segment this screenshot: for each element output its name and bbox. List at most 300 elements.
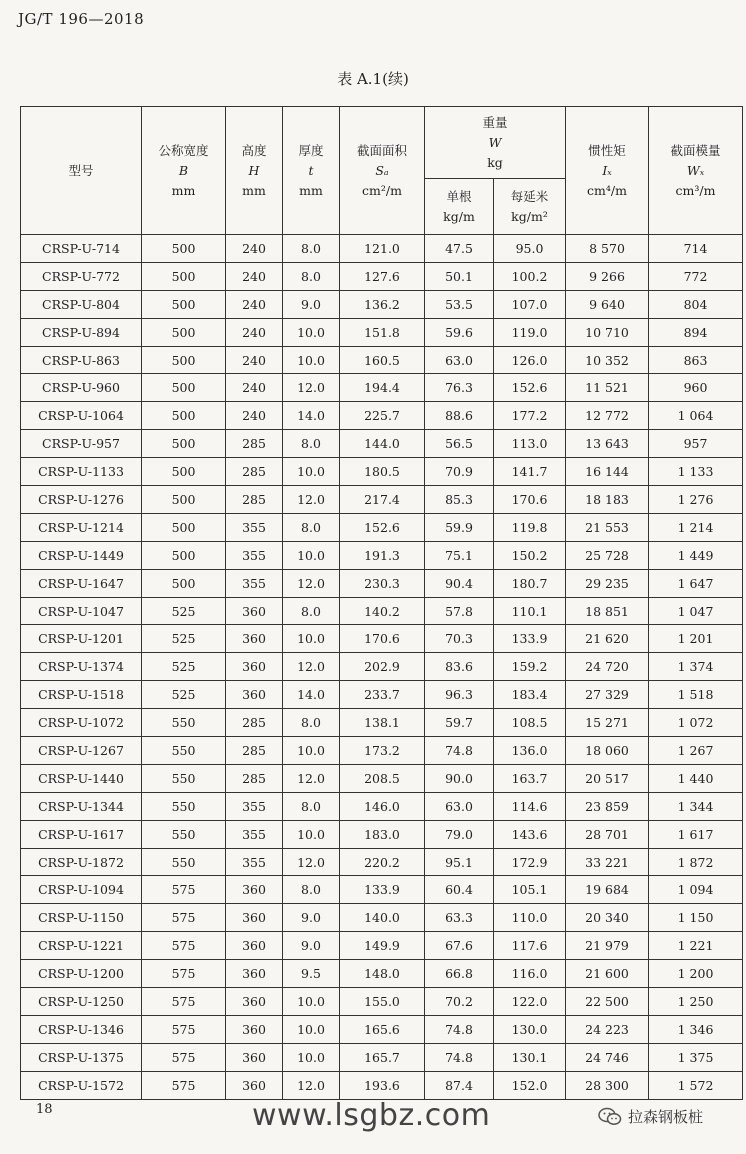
cell-weight-per-meter: 95.0 (494, 235, 566, 263)
cell-inertia: 13 643 (566, 430, 649, 458)
cell-width: 500 (142, 569, 226, 597)
col-header-width (142, 107, 226, 235)
cell-section-area: 146.0 (340, 792, 425, 820)
cell-height: 360 (226, 904, 283, 932)
cell-weight-per-meter: 180.7 (494, 569, 566, 597)
cell-thickness: 8.0 (283, 597, 340, 625)
cell-modulus: 960 (649, 374, 743, 402)
col-header-weight-per-meter-unit: kg/m² (511, 208, 548, 224)
cell-weight-per-pile: 50.1 (425, 262, 494, 290)
col-header-section-area-unit: cm²/m (362, 182, 402, 198)
watermark-brand-label: 拉森钢板桩 (628, 1108, 704, 1126)
cell-weight-per-pile: 59.7 (425, 709, 494, 737)
table-row (21, 374, 743, 402)
cell-modulus: 1 375 (649, 1043, 743, 1071)
cell-section-area: 136.2 (340, 290, 425, 318)
cell-width: 575 (142, 876, 226, 904)
cell-width: 575 (142, 932, 226, 960)
cell-model: CRSP-U-1276 (21, 486, 142, 514)
cell-weight-per-meter: 141.7 (494, 458, 566, 486)
cell-thickness: 9.0 (283, 904, 340, 932)
cell-weight-per-pile: 79.0 (425, 820, 494, 848)
cell-weight-per-pile: 57.8 (425, 597, 494, 625)
cell-inertia: 28 701 (566, 820, 649, 848)
cell-height: 360 (226, 1015, 283, 1043)
cell-inertia: 9 266 (566, 262, 649, 290)
cell-inertia: 21 620 (566, 625, 649, 653)
cell-model: CRSP-U-1647 (21, 569, 142, 597)
cell-inertia: 24 223 (566, 1015, 649, 1043)
cell-weight-per-meter: 170.6 (494, 486, 566, 514)
cell-height: 360 (226, 681, 283, 709)
col-header-weight-per-meter-name: 每延米 (510, 188, 549, 204)
cell-height: 360 (226, 625, 283, 653)
cell-model: CRSP-U-894 (21, 318, 142, 346)
cell-inertia: 25 728 (566, 541, 649, 569)
cell-width: 575 (142, 988, 226, 1016)
cell-height: 360 (226, 1043, 283, 1071)
cell-model: CRSP-U-1200 (21, 960, 142, 988)
cell-width: 525 (142, 597, 226, 625)
cell-section-area: 133.9 (340, 876, 425, 904)
cell-thickness: 12.0 (283, 486, 340, 514)
table-row (21, 932, 743, 960)
cell-weight-per-meter: 119.8 (494, 513, 566, 541)
spec-table (20, 106, 743, 1100)
table-row (21, 876, 743, 904)
cell-weight-per-pile: 90.0 (425, 764, 494, 792)
cell-model: CRSP-U-1374 (21, 653, 142, 681)
table-row (21, 737, 743, 765)
cell-thickness: 10.0 (283, 1015, 340, 1043)
table-row (21, 1015, 743, 1043)
cell-width: 550 (142, 737, 226, 765)
cell-modulus: 894 (649, 318, 743, 346)
cell-modulus: 1 276 (649, 486, 743, 514)
table-row (21, 848, 743, 876)
cell-weight-per-pile: 74.8 (425, 1043, 494, 1071)
cell-weight-per-meter: 130.0 (494, 1015, 566, 1043)
table-row (21, 569, 743, 597)
table-row (21, 1043, 743, 1071)
cell-modulus: 1 150 (649, 904, 743, 932)
cell-width: 575 (142, 1015, 226, 1043)
cell-thickness: 10.0 (283, 318, 340, 346)
cell-section-area: 160.5 (340, 346, 425, 374)
cell-model: CRSP-U-1250 (21, 988, 142, 1016)
cell-section-area: 173.2 (340, 737, 425, 765)
cell-weight-per-meter: 143.6 (494, 820, 566, 848)
cell-weight-per-pile: 67.6 (425, 932, 494, 960)
cell-modulus: 1 064 (649, 402, 743, 430)
cell-inertia: 10 710 (566, 318, 649, 346)
table-row (21, 346, 743, 374)
cell-thickness: 8.0 (283, 876, 340, 904)
cell-modulus: 1 617 (649, 820, 743, 848)
col-header-weight-per-pile-name: 单根 (446, 188, 472, 204)
cell-weight-per-pile: 88.6 (425, 402, 494, 430)
cell-model: CRSP-U-1072 (21, 709, 142, 737)
col-header-inertia-name: 惯性矩 (588, 142, 626, 158)
col-header-height-name: 高度 (241, 142, 267, 158)
cell-modulus: 1 346 (649, 1015, 743, 1043)
cell-weight-per-meter: 116.0 (494, 960, 566, 988)
cell-weight-per-meter: 117.6 (494, 932, 566, 960)
cell-inertia: 22 500 (566, 988, 649, 1016)
cell-width: 500 (142, 430, 226, 458)
cell-weight-per-pile: 90.4 (425, 569, 494, 597)
cell-width: 525 (142, 681, 226, 709)
col-header-thickness-symbol: t (308, 162, 314, 178)
cell-width: 500 (142, 541, 226, 569)
cell-modulus: 957 (649, 430, 743, 458)
cell-weight-per-pile: 95.1 (425, 848, 494, 876)
cell-width: 575 (142, 960, 226, 988)
cell-weight-per-pile: 76.3 (425, 374, 494, 402)
cell-weight-per-meter: 113.0 (494, 430, 566, 458)
cell-thickness: 10.0 (283, 458, 340, 486)
cell-inertia: 18 851 (566, 597, 649, 625)
cell-model: CRSP-U-1221 (21, 932, 142, 960)
cell-modulus: 1 072 (649, 709, 743, 737)
cell-model: CRSP-U-1572 (21, 1071, 142, 1099)
cell-section-area: 191.3 (340, 541, 425, 569)
cell-model: CRSP-U-1094 (21, 876, 142, 904)
cell-height: 360 (226, 988, 283, 1016)
cell-weight-per-pile: 53.5 (425, 290, 494, 318)
cell-model: CRSP-U-714 (21, 235, 142, 263)
cell-modulus: 1 201 (649, 625, 743, 653)
cell-model: CRSP-U-957 (21, 430, 142, 458)
cell-inertia: 33 221 (566, 848, 649, 876)
cell-thickness: 8.0 (283, 709, 340, 737)
cell-height: 285 (226, 486, 283, 514)
col-header-height-unit: mm (242, 182, 266, 198)
table-row (21, 764, 743, 792)
cell-modulus: 863 (649, 346, 743, 374)
cell-section-area: 183.0 (340, 820, 425, 848)
cell-width: 550 (142, 792, 226, 820)
cell-modulus: 1 344 (649, 792, 743, 820)
cell-height: 355 (226, 820, 283, 848)
cell-model: CRSP-U-1518 (21, 681, 142, 709)
cell-weight-per-pile: 75.1 (425, 541, 494, 569)
cell-thickness: 8.0 (283, 513, 340, 541)
cell-thickness: 9.5 (283, 960, 340, 988)
col-header-modulus-name: 截面模量 (670, 142, 721, 158)
cell-weight-per-meter: 133.9 (494, 625, 566, 653)
cell-height: 285 (226, 458, 283, 486)
col-header-modulus-symbol: Wₓ (686, 162, 705, 178)
cell-inertia: 18 183 (566, 486, 649, 514)
cell-thickness: 9.0 (283, 932, 340, 960)
cell-width: 550 (142, 709, 226, 737)
page-number: 18 (36, 1102, 53, 1117)
cell-modulus: 1 647 (649, 569, 743, 597)
cell-modulus: 1 440 (649, 764, 743, 792)
cell-height: 240 (226, 290, 283, 318)
cell-weight-per-pile: 59.9 (425, 513, 494, 541)
cell-model: CRSP-U-960 (21, 374, 142, 402)
col-header-section-area-symbol: Sₐ (375, 162, 389, 178)
watermark-url: www.lsgbz.com (252, 1098, 491, 1133)
cell-model: CRSP-U-1617 (21, 820, 142, 848)
cell-thickness: 9.0 (283, 290, 340, 318)
cell-height: 285 (226, 737, 283, 765)
cell-model: CRSP-U-1346 (21, 1015, 142, 1043)
col-header-inertia-unit: cm⁴/m (587, 182, 627, 198)
cell-inertia: 18 060 (566, 737, 649, 765)
cell-width: 500 (142, 235, 226, 263)
cell-weight-per-meter: 122.0 (494, 988, 566, 1016)
cell-section-area: 170.6 (340, 625, 425, 653)
cell-inertia: 20 340 (566, 904, 649, 932)
cell-height: 240 (226, 262, 283, 290)
cell-weight-per-pile: 63.0 (425, 792, 494, 820)
cell-weight-per-meter: 110.0 (494, 904, 566, 932)
cell-thickness: 12.0 (283, 374, 340, 402)
cell-modulus: 804 (649, 290, 743, 318)
cell-height: 285 (226, 430, 283, 458)
col-header-weight-per-pile (425, 179, 494, 235)
cell-model: CRSP-U-1872 (21, 848, 142, 876)
cell-modulus: 1 449 (649, 541, 743, 569)
col-header-weight-name: 重量 (482, 114, 508, 130)
cell-width: 550 (142, 820, 226, 848)
cell-section-area: 208.5 (340, 764, 425, 792)
cell-height: 240 (226, 235, 283, 263)
table-row (21, 430, 743, 458)
table-row (21, 458, 743, 486)
cell-weight-per-meter: 108.5 (494, 709, 566, 737)
cell-weight-per-pile: 74.8 (425, 1015, 494, 1043)
cell-section-area: 155.0 (340, 988, 425, 1016)
cell-model: CRSP-U-1150 (21, 904, 142, 932)
cell-weight-per-pile: 87.4 (425, 1071, 494, 1099)
cell-inertia: 9 640 (566, 290, 649, 318)
table-row (21, 625, 743, 653)
cell-height: 360 (226, 1071, 283, 1099)
cell-weight-per-pile: 70.9 (425, 458, 494, 486)
cell-thickness: 12.0 (283, 1071, 340, 1099)
cell-inertia: 8 570 (566, 235, 649, 263)
cell-weight-per-meter: 110.1 (494, 597, 566, 625)
cell-model: CRSP-U-804 (21, 290, 142, 318)
cell-weight-per-meter: 183.4 (494, 681, 566, 709)
cell-width: 500 (142, 374, 226, 402)
col-header-thickness (283, 107, 340, 235)
cell-weight-per-meter: 152.6 (494, 374, 566, 402)
cell-modulus: 1 872 (649, 848, 743, 876)
cell-weight-per-meter: 150.2 (494, 541, 566, 569)
cell-weight-per-meter: 177.2 (494, 402, 566, 430)
cell-section-area: 127.6 (340, 262, 425, 290)
cell-section-area: 194.4 (340, 374, 425, 402)
cell-modulus: 714 (649, 235, 743, 263)
cell-modulus: 1 518 (649, 681, 743, 709)
col-header-modulus (649, 107, 743, 235)
table-row (21, 960, 743, 988)
cell-section-area: 148.0 (340, 960, 425, 988)
cell-weight-per-meter: 100.2 (494, 262, 566, 290)
cell-thickness: 8.0 (283, 235, 340, 263)
table-row (21, 988, 743, 1016)
cell-height: 355 (226, 513, 283, 541)
cell-thickness: 10.0 (283, 346, 340, 374)
table-row (21, 792, 743, 820)
cell-width: 525 (142, 653, 226, 681)
cell-inertia: 29 235 (566, 569, 649, 597)
col-header-thickness-name: 厚度 (298, 142, 324, 158)
table-row (21, 318, 743, 346)
cell-height: 285 (226, 764, 283, 792)
cell-thickness: 8.0 (283, 792, 340, 820)
cell-inertia: 11 521 (566, 374, 649, 402)
cell-inertia: 10 352 (566, 346, 649, 374)
standard-code: JG/T 196—2018 (18, 10, 145, 28)
cell-weight-per-pile: 70.2 (425, 988, 494, 1016)
cell-width: 500 (142, 262, 226, 290)
cell-section-area: 152.6 (340, 513, 425, 541)
cell-width: 575 (142, 904, 226, 932)
cell-inertia: 21 979 (566, 932, 649, 960)
table-row (21, 262, 743, 290)
cell-height: 240 (226, 402, 283, 430)
cell-weight-per-meter: 126.0 (494, 346, 566, 374)
table-row (21, 486, 743, 514)
cell-model: CRSP-U-1375 (21, 1043, 142, 1071)
cell-section-area: 230.3 (340, 569, 425, 597)
table-title: 表 A.1(续) (337, 70, 409, 88)
col-header-weight-per-meter (494, 179, 566, 235)
col-header-width-unit: mm (171, 182, 196, 198)
cell-thickness: 14.0 (283, 681, 340, 709)
cell-section-area: 140.2 (340, 597, 425, 625)
cell-height: 355 (226, 792, 283, 820)
cell-height: 355 (226, 541, 283, 569)
cell-section-area: 149.9 (340, 932, 425, 960)
table-row (21, 402, 743, 430)
cell-model: CRSP-U-1201 (21, 625, 142, 653)
cell-section-area: 144.0 (340, 430, 425, 458)
cell-width: 575 (142, 1071, 226, 1099)
cell-thickness: 10.0 (283, 541, 340, 569)
table-row (21, 235, 743, 263)
cell-weight-per-pile: 85.3 (425, 486, 494, 514)
cell-modulus: 1 374 (649, 653, 743, 681)
cell-weight-per-pile: 74.8 (425, 737, 494, 765)
col-header-weight-symbol: W (488, 134, 502, 150)
cell-weight-per-meter: 163.7 (494, 764, 566, 792)
cell-modulus: 1 047 (649, 597, 743, 625)
cell-weight-per-meter: 136.0 (494, 737, 566, 765)
cell-width: 550 (142, 848, 226, 876)
cell-width: 500 (142, 486, 226, 514)
cell-height: 355 (226, 848, 283, 876)
cell-thickness: 14.0 (283, 402, 340, 430)
col-header-weight (425, 107, 566, 179)
cell-height: 355 (226, 569, 283, 597)
cell-weight-per-pile: 63.0 (425, 346, 494, 374)
col-header-thickness-unit: mm (299, 182, 323, 198)
cell-section-area: 121.0 (340, 235, 425, 263)
cell-section-area: 233.7 (340, 681, 425, 709)
col-header-inertia-symbol: Iₓ (602, 162, 612, 178)
table-row (21, 541, 743, 569)
cell-section-area: 180.5 (340, 458, 425, 486)
table-row (21, 513, 743, 541)
cell-height: 360 (226, 876, 283, 904)
cell-model: CRSP-U-1267 (21, 737, 142, 765)
col-header-weight-unit: kg (487, 154, 503, 170)
cell-height: 240 (226, 318, 283, 346)
cell-thickness: 12.0 (283, 569, 340, 597)
cell-weight-per-pile: 83.6 (425, 653, 494, 681)
cell-thickness: 10.0 (283, 988, 340, 1016)
cell-inertia: 19 684 (566, 876, 649, 904)
cell-model: CRSP-U-1449 (21, 541, 142, 569)
cell-weight-per-meter: 107.0 (494, 290, 566, 318)
cell-height: 360 (226, 653, 283, 681)
cell-width: 500 (142, 513, 226, 541)
cell-model: CRSP-U-1214 (21, 513, 142, 541)
col-header-section-area (340, 107, 425, 235)
table-row (21, 597, 743, 625)
cell-inertia: 12 772 (566, 402, 649, 430)
cell-width: 525 (142, 625, 226, 653)
col-header-section-area-name: 截面面积 (356, 142, 407, 158)
cell-section-area: 165.7 (340, 1043, 425, 1071)
cell-weight-per-pile: 96.3 (425, 681, 494, 709)
cell-thickness: 10.0 (283, 625, 340, 653)
cell-inertia: 24 746 (566, 1043, 649, 1071)
cell-modulus: 1 221 (649, 932, 743, 960)
cell-modulus: 772 (649, 262, 743, 290)
cell-width: 500 (142, 402, 226, 430)
cell-modulus: 1 214 (649, 513, 743, 541)
cell-weight-per-meter: 105.1 (494, 876, 566, 904)
cell-modulus: 1 094 (649, 876, 743, 904)
col-header-inertia (566, 107, 649, 235)
cell-weight-per-pile: 56.5 (425, 430, 494, 458)
cell-width: 575 (142, 1043, 226, 1071)
cell-width: 500 (142, 290, 226, 318)
cell-section-area: 225.7 (340, 402, 425, 430)
cell-inertia: 27 329 (566, 681, 649, 709)
cell-section-area: 202.9 (340, 653, 425, 681)
cell-inertia: 24 720 (566, 653, 649, 681)
cell-weight-per-meter: 159.2 (494, 653, 566, 681)
cell-section-area: 138.1 (340, 709, 425, 737)
cell-inertia: 20 517 (566, 764, 649, 792)
wechat-icon (598, 1107, 622, 1127)
cell-inertia: 15 271 (566, 709, 649, 737)
cell-weight-per-pile: 60.4 (425, 876, 494, 904)
col-header-modulus-unit: cm³/m (675, 182, 716, 198)
col-header-height (226, 107, 283, 235)
cell-width: 500 (142, 458, 226, 486)
cell-section-area: 193.6 (340, 1071, 425, 1099)
cell-weight-per-pile: 63.3 (425, 904, 494, 932)
cell-height: 360 (226, 932, 283, 960)
cell-thickness: 12.0 (283, 848, 340, 876)
cell-thickness: 10.0 (283, 1043, 340, 1071)
table-row (21, 1071, 743, 1099)
cell-inertia: 23 859 (566, 792, 649, 820)
watermark-brand (598, 1106, 703, 1127)
cell-modulus: 1 133 (649, 458, 743, 486)
cell-inertia: 21 600 (566, 960, 649, 988)
